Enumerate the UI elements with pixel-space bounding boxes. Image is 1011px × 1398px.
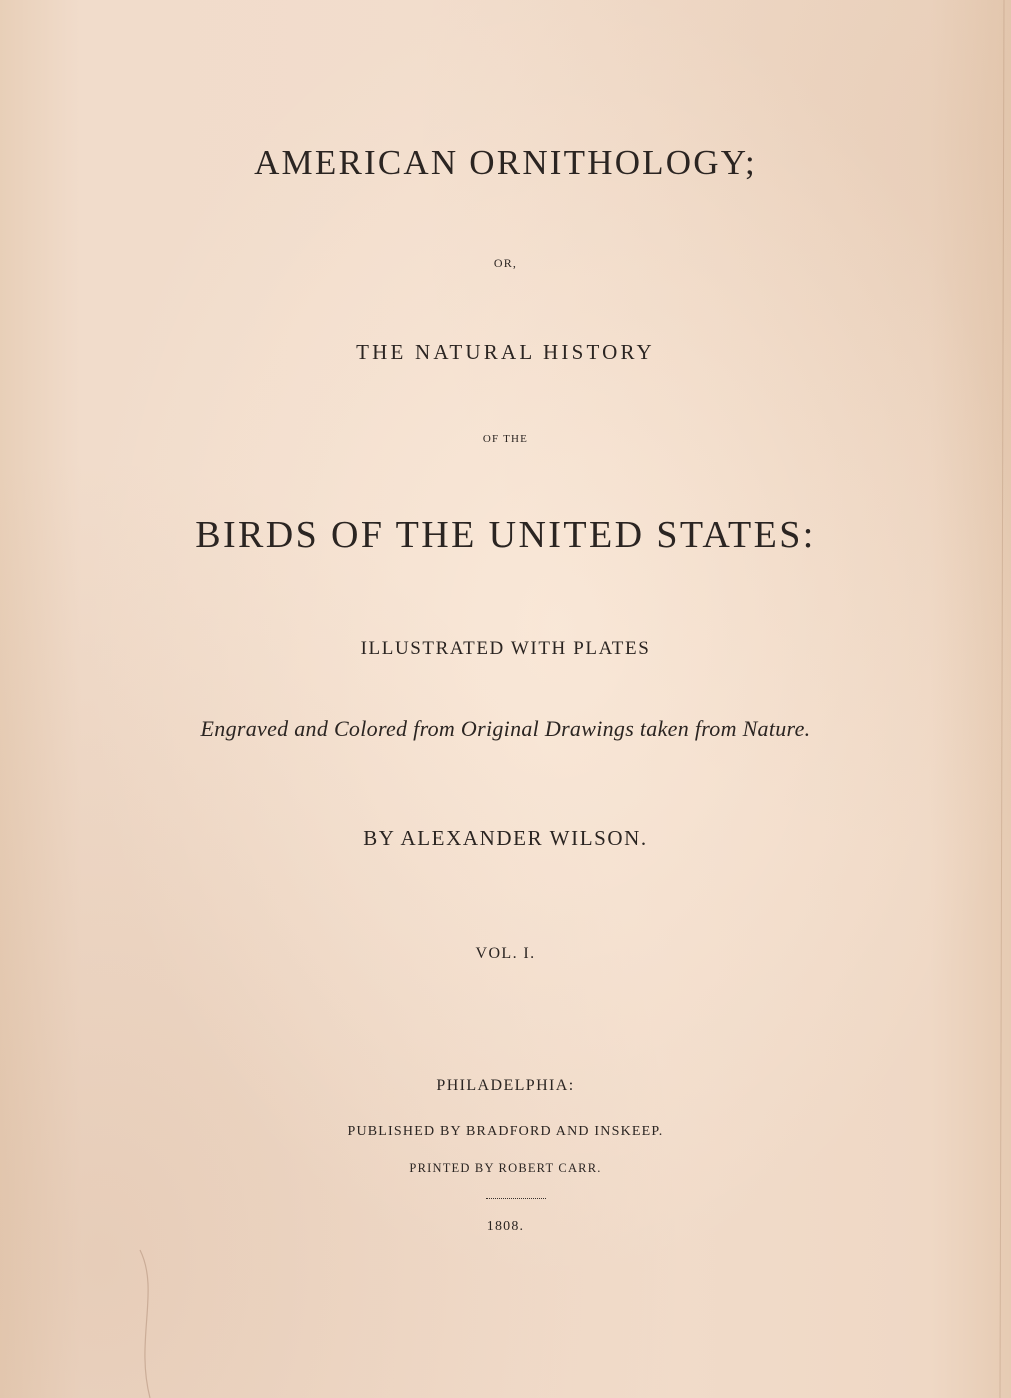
- volume-number: VOL. I.: [475, 945, 536, 962]
- illustration-note: ILLUSTRATED WITH PLATES: [360, 638, 651, 659]
- title-conjunction: OR,: [493, 256, 518, 270]
- imprint-publisher: PUBLISHED BY BRADFORD AND INSKEEP.: [347, 1124, 664, 1139]
- subtitle-birds: BIRDS OF THE UNITED STATES:: [195, 514, 816, 556]
- engraving-note: Engraved and Colored from Original Drawings taken from Nature.: [200, 716, 811, 741]
- subtitle-of-the: OF THE: [482, 433, 529, 445]
- imprint-printer: PRINTED BY ROBERT CARR.: [409, 1161, 602, 1175]
- paper-crease-right-edge: [1000, 0, 1004, 1398]
- imprint-city: PHILADELPHIA:: [436, 1077, 575, 1094]
- imprint-year: 1808.: [486, 1219, 525, 1234]
- paper-crease-left-bottom: [140, 1250, 150, 1398]
- book-title: AMERICAN ORNITHOLOGY;: [254, 143, 757, 182]
- subtitle-natural-history: THE NATURAL HISTORY: [356, 340, 655, 364]
- dotted-rule-divider: [486, 1198, 546, 1199]
- author-line: BY ALEXANDER WILSON.: [363, 826, 648, 850]
